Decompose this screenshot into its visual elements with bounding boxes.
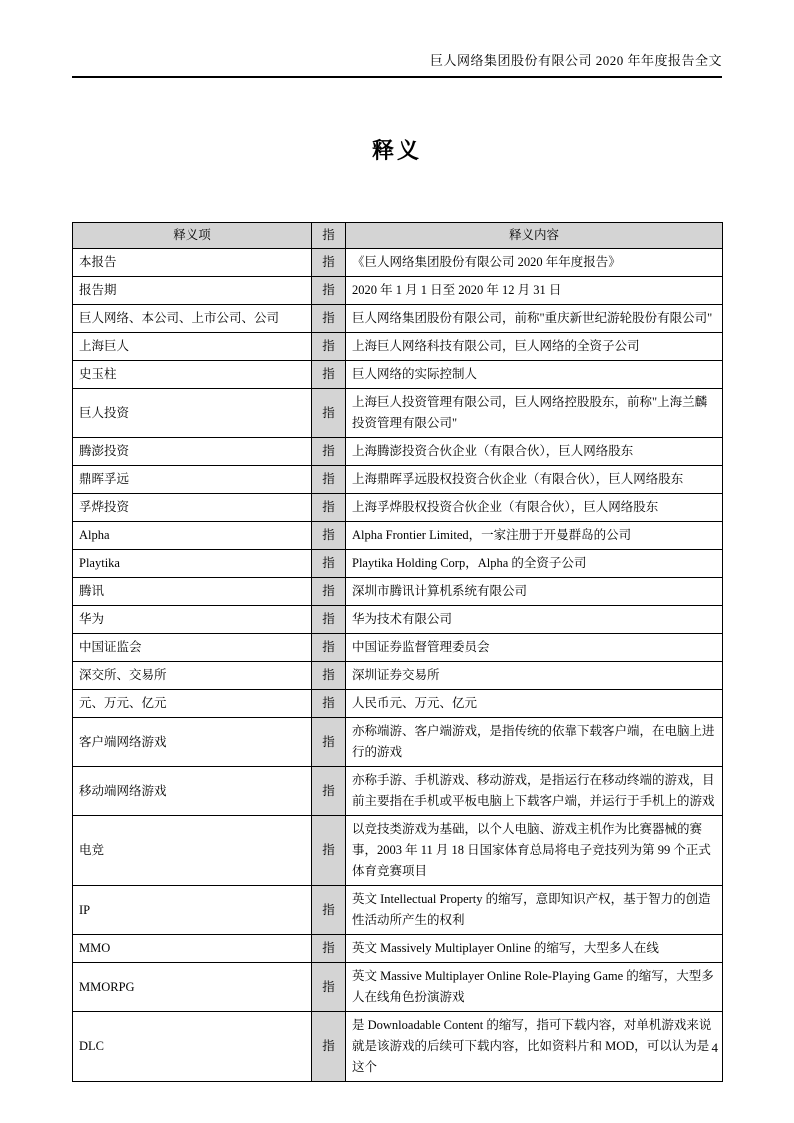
zhi-cell: 指 [312, 1012, 346, 1082]
table-row [73, 963, 723, 1012]
term-cell: MMO [73, 935, 312, 963]
term-cell: 腾讯 [73, 578, 312, 606]
header-definition: 释义内容 [346, 223, 723, 249]
zhi-cell: 指 [312, 550, 346, 578]
glossary-table-body [73, 249, 723, 1082]
table-row [73, 361, 723, 389]
definition-cell: 亦称手游、手机游戏、移动游戏，是指运行在移动终端的游戏，目前主要指在手机或平板电脑上下载客户端，并运行于手机上的游戏 [346, 767, 723, 816]
glossary-table-header [73, 223, 723, 249]
term-cell: 鼎晖孚远 [73, 466, 312, 494]
table-row [73, 606, 723, 634]
definition-cell: 上海巨人投资管理有限公司，巨人网络控股股东，前称"上海兰麟投资管理有限公司" [346, 389, 723, 438]
term-cell: Alpha [73, 522, 312, 550]
term-cell: MMORPG [73, 963, 312, 1012]
zhi-cell: 指 [312, 634, 346, 662]
zhi-cell: 指 [312, 333, 346, 361]
zhi-cell: 指 [312, 767, 346, 816]
table-row [73, 438, 723, 466]
definition-cell: 深圳市腾讯计算机系统有限公司 [346, 578, 723, 606]
page-number: 4 [711, 1040, 718, 1055]
definition-cell: 2020 年 1 月 1 日至 2020 年 12 月 31 日 [346, 277, 723, 305]
term-cell: 华为 [73, 606, 312, 634]
zhi-cell: 指 [312, 466, 346, 494]
table-row [73, 690, 723, 718]
table-row [73, 1012, 723, 1082]
definition-cell: 英文 Massively Multiplayer Online 的缩写，大型多人在线 [346, 935, 723, 963]
table-row [73, 249, 723, 277]
zhi-cell: 指 [312, 249, 346, 277]
table-row [73, 494, 723, 522]
zhi-cell: 指 [312, 494, 346, 522]
definition-cell: 《巨人网络集团股份有限公司 2020 年年度报告》 [346, 249, 723, 277]
header-row [73, 223, 723, 249]
term-cell: 巨人网络、本公司、上市公司、公司 [73, 305, 312, 333]
term-cell: IP [73, 886, 312, 935]
definition-cell: 上海巨人网络科技有限公司，巨人网络的全资子公司 [346, 333, 723, 361]
table-row [73, 718, 723, 767]
header-term: 释义项 [73, 223, 312, 249]
zhi-cell: 指 [312, 718, 346, 767]
zhi-cell: 指 [312, 277, 346, 305]
zhi-cell: 指 [312, 690, 346, 718]
definition-cell: Alpha Frontier Limited，一家注册于开曼群岛的公司 [346, 522, 723, 550]
zhi-cell: 指 [312, 935, 346, 963]
definition-cell: Playtika Holding Corp，Alpha 的全资子公司 [346, 550, 723, 578]
definition-cell: 是 Downloadable Content 的缩写，指可下载内容，对单机游戏来说就是该游戏的后续可下载内容，比如资料片和 MOD，可以认为是这个 [346, 1012, 723, 1082]
definition-cell: 上海鼎晖孚远股权投资合伙企业（有限合伙），巨人网络股东 [346, 466, 723, 494]
definition-cell: 英文 Massive Multiplayer Online Role-Playing Game 的缩写，大型多人在线角色扮演游戏 [346, 963, 723, 1012]
table-row [73, 886, 723, 935]
term-cell: 孚烨投资 [73, 494, 312, 522]
zhi-cell: 指 [312, 606, 346, 634]
definition-cell: 深圳证券交易所 [346, 662, 723, 690]
definition-cell: 华为技术有限公司 [346, 606, 723, 634]
term-cell: 移动端网络游戏 [73, 767, 312, 816]
term-cell: 报告期 [73, 277, 312, 305]
definition-cell: 巨人网络集团股份有限公司，前称"重庆新世纪游轮股份有限公司" [346, 305, 723, 333]
table-row [73, 816, 723, 886]
glossary-table [72, 222, 723, 1082]
term-cell: 元、万元、亿元 [73, 690, 312, 718]
zhi-cell: 指 [312, 963, 346, 1012]
zhi-cell: 指 [312, 886, 346, 935]
definition-cell: 英文 Intellectual Property 的缩写，意即知识产权，基于智力的创造性活动所产生的权利 [346, 886, 723, 935]
table-row [73, 767, 723, 816]
term-cell: 史玉柱 [73, 361, 312, 389]
table-row [73, 466, 723, 494]
table-row [73, 634, 723, 662]
zhi-cell: 指 [312, 389, 346, 438]
table-row [73, 277, 723, 305]
table-row [73, 389, 723, 438]
table-row [73, 578, 723, 606]
table-row [73, 550, 723, 578]
term-cell: 电竞 [73, 816, 312, 886]
term-cell: DLC [73, 1012, 312, 1082]
zhi-cell: 指 [312, 522, 346, 550]
zhi-cell: 指 [312, 662, 346, 690]
definition-cell: 上海腾澎投资合伙企业（有限合伙），巨人网络股东 [346, 438, 723, 466]
term-cell: 上海巨人 [73, 333, 312, 361]
term-cell: 腾澎投资 [73, 438, 312, 466]
zhi-cell: 指 [312, 361, 346, 389]
zhi-cell: 指 [312, 816, 346, 886]
term-cell: 本报告 [73, 249, 312, 277]
term-cell: 巨人投资 [73, 389, 312, 438]
table-row [73, 333, 723, 361]
definition-cell: 人民币元、万元、亿元 [346, 690, 723, 718]
term-cell: 客户端网络游戏 [73, 718, 312, 767]
table-row [73, 305, 723, 333]
definition-cell: 巨人网络的实际控制人 [346, 361, 723, 389]
term-cell: 中国证监会 [73, 634, 312, 662]
definition-cell: 以竞技类游戏为基础，以个人电脑、游戏主机作为比赛器械的赛事，2003 年 11 月 18 日国家体育总局将电子竞技列为第 99 个正式体育竞赛项目 [346, 816, 723, 886]
definition-cell: 中国证券监督管理委员会 [346, 634, 723, 662]
term-cell: Playtika [73, 550, 312, 578]
table-row [73, 662, 723, 690]
zhi-cell: 指 [312, 578, 346, 606]
term-cell: 深交所、交易所 [73, 662, 312, 690]
definition-cell: 亦称端游、客户端游戏，是指传统的依靠下载客户端，在电脑上进行的游戏 [346, 718, 723, 767]
table-row [73, 522, 723, 550]
zhi-cell: 指 [312, 305, 346, 333]
zhi-cell: 指 [312, 438, 346, 466]
page-title: 释义 [371, 138, 422, 163]
definition-cell: 上海孚烨股权投资合伙企业（有限合伙），巨人网络股东 [346, 494, 723, 522]
report-header: 巨人网络集团股份有限公司 2020 年年度报告全文 [72, 50, 722, 78]
header-zhi: 指 [312, 223, 346, 249]
table-row [73, 935, 723, 963]
